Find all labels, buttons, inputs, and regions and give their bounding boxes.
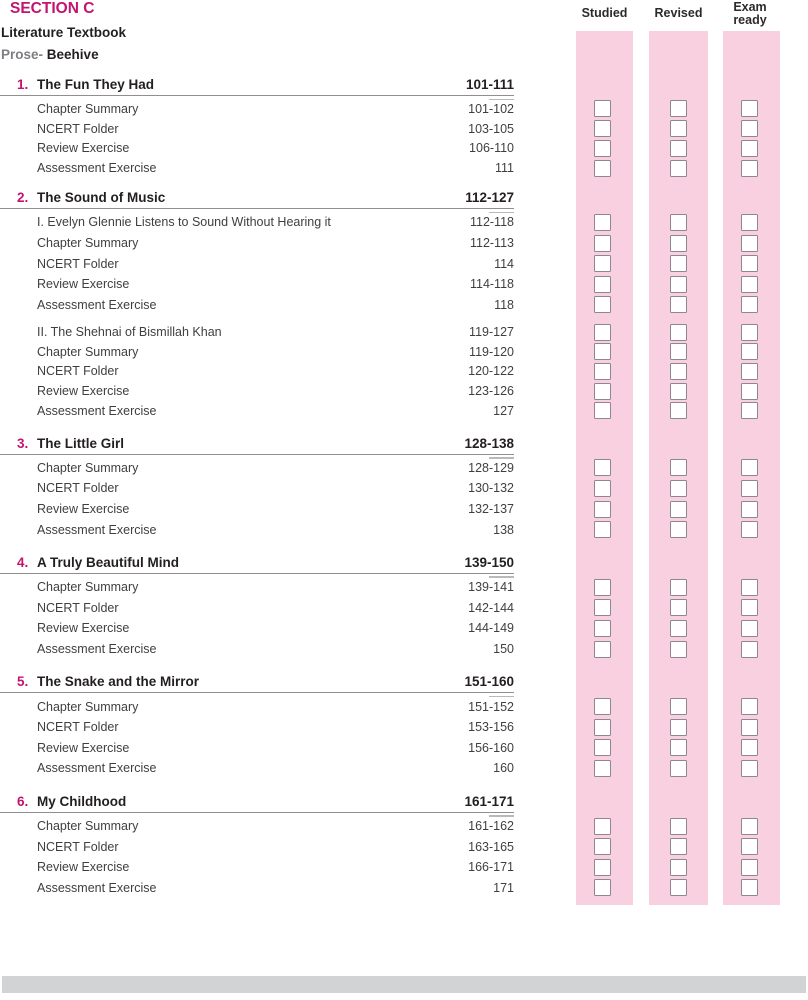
toc-item-row [0,696,808,717]
revised-checkbox[interactable] [670,402,687,419]
chapter-pages: 112-127 [0,187,514,208]
exam-ready-checkbox[interactable] [741,760,758,777]
toc-item-label: II. The Shehnai of Bismillah Khan [37,325,222,339]
revised-checkbox[interactable] [670,255,687,272]
revised-checkbox[interactable] [670,383,687,400]
revised-checkbox[interactable] [670,719,687,736]
studied-checkbox[interactable] [594,343,611,360]
section-heading: SECTION C [10,0,95,17]
exam-ready-checkbox[interactable] [741,120,758,137]
revised-checkbox[interactable] [670,698,687,715]
chapter-pages: 128-138 [0,433,514,454]
exam-ready-checkbox[interactable] [741,214,758,231]
chapter-pages: 161-171 [0,791,514,812]
toc-item-row [0,274,808,295]
revised-checkbox[interactable] [670,739,687,756]
exam-ready-checkbox[interactable] [741,276,758,293]
toc-item-pages: 132-137 [468,502,514,517]
toc-item-pages: 161-162 [468,819,514,834]
studied-checkbox[interactable] [594,255,611,272]
revised-checkbox[interactable] [670,363,687,380]
chapter-item-group [0,212,808,315]
exam-ready-checkbox[interactable] [741,100,758,117]
studied-checkbox[interactable] [594,818,611,835]
exam-ready-checkbox[interactable] [741,343,758,360]
revised-checkbox[interactable] [670,120,687,137]
toc-item-label: Assessment Exercise [37,761,157,776]
revised-column-header: Revised [654,6,703,20]
toc-item-pages: 151-152 [468,699,514,714]
exam-ready-checkbox[interactable] [741,620,758,637]
exam-ready-checkbox[interactable] [741,160,758,177]
studied-checkbox[interactable] [594,501,611,518]
toc-item-row [0,639,808,660]
toc-item-pages: 111 [494,161,514,176]
studied-checkbox[interactable] [594,459,611,476]
toc-item-row [0,738,808,759]
exam-ready-checkbox[interactable] [741,402,758,419]
toc-item-pages: 127 [493,403,514,418]
toc-item-label: Assessment Exercise [37,403,157,418]
revised-checkbox[interactable] [670,235,687,252]
exam-ready-checkbox[interactable] [741,324,758,341]
revised-checkbox[interactable] [670,140,687,157]
toc-item-pages: 130-132 [468,481,514,496]
toc-item-label: Assessment Exercise [37,522,157,537]
exam-ready-checkbox[interactable] [741,599,758,616]
toc-item-pages: 142-144 [468,600,514,615]
revised-checkbox[interactable] [670,276,687,293]
toc-item-row [0,618,808,639]
toc-item-pages: 160 [493,761,514,776]
toc-item-pages: 166-171 [468,860,514,875]
exam-ready-checkbox[interactable] [741,521,758,538]
toc-chapter [0,671,808,778]
studied-checkbox[interactable] [594,363,611,380]
revised-checkbox[interactable] [670,214,687,231]
chapter-title: The Little Girl [37,435,125,451]
chapter-header-row [0,187,514,209]
revised-checkbox[interactable] [670,879,687,896]
exam-ready-checkbox[interactable] [741,719,758,736]
toc-item-pages: 171 [493,880,514,895]
toc-item-pages: 106-110 [469,141,514,156]
chapter-item-group [0,322,808,420]
exam-ready-checkbox[interactable] [741,879,758,896]
toc-item-row [0,362,808,382]
toc-item-label: Chapter Summary [37,236,139,251]
exam-ready-checkbox[interactable] [741,579,758,596]
chapter-number: 6. [17,793,29,809]
chapter-header-row [0,671,514,693]
toc-item-row [0,381,808,401]
chapter-pages: 151-160 [0,671,514,692]
toc-item-pages: 163-165 [468,839,514,854]
toc-item-row [0,99,808,119]
revised-checkbox[interactable] [670,501,687,518]
toc-item-pages: 119-127 [469,325,514,339]
toc-item-row [0,158,808,178]
chapter-number: 5. [17,674,29,690]
toc-item-row [0,717,808,738]
revised-checkbox[interactable] [670,100,687,117]
exam-ready-checkbox[interactable] [741,255,758,272]
revised-checkbox[interactable] [670,459,687,476]
studied-checkbox[interactable] [594,235,611,252]
toc-item-row [0,577,808,598]
exam-ready-checkbox[interactable] [741,383,758,400]
studied-checkbox[interactable] [594,480,611,497]
exam-ready-checkbox[interactable] [741,698,758,715]
toc-item-label: Review Exercise [37,860,130,875]
toc-item-label: Chapter Summary [37,460,139,475]
category-label: Prose- [1,47,44,62]
toc-chapter [0,74,808,178]
toc-item-label: Review Exercise [37,621,130,636]
toc-item-label: NCERT Folder [37,481,119,496]
toc-item-label: Chapter Summary [37,344,139,359]
toc-item-label: Assessment Exercise [37,161,157,176]
toc-item-label: NCERT Folder [37,839,119,854]
exam-ready-checkbox[interactable] [741,459,758,476]
exam-ready-checkbox[interactable] [741,235,758,252]
toc-item-row [0,857,808,878]
toc-item-label: Assessment Exercise [37,880,157,895]
toc-item-label: Chapter Summary [37,101,139,116]
studied-checkbox[interactable] [594,521,611,538]
exam-ready-checkbox[interactable] [741,818,758,835]
studied-column-header: Studied [581,6,628,20]
revised-checkbox[interactable] [670,818,687,835]
toc-item-row [0,253,808,274]
chapter-title: A Truly Beautiful Mind [37,554,180,570]
toc-item-row [0,212,808,233]
toc-chapter [0,791,808,898]
exam-ready-checkbox[interactable] [741,140,758,157]
toc-item-label: NCERT Folder [37,364,119,379]
toc-item-pages: 138 [493,522,514,537]
exam-ready-checkbox[interactable] [741,363,758,380]
exam-ready-checkbox[interactable] [741,859,758,876]
toc-item-row [0,836,808,857]
toc-item-row [0,233,808,254]
studied-checkbox[interactable] [594,120,611,137]
toc-chapter [0,552,808,659]
toc-item-label: Review Exercise [37,277,130,292]
chapter-number: 1. [17,77,29,92]
chapter-item-group [0,458,808,540]
toc-item-row [0,878,808,899]
exam-ready-checkbox[interactable] [741,296,758,313]
toc-item-label: NCERT Folder [37,121,119,136]
studied-checkbox[interactable] [594,383,611,400]
chapter-item-group [0,99,808,178]
studied-checkbox[interactable] [594,276,611,293]
revised-checkbox[interactable] [670,521,687,538]
toc-chapter [0,187,808,420]
chapter-title: The Sound of Music [37,190,166,206]
toc-item-pages: 144-149 [468,621,514,636]
toc-item-row [0,519,808,540]
toc-item-label: Assessment Exercise [37,642,157,657]
studied-checkbox[interactable] [594,599,611,616]
exam-ready-checkbox[interactable] [741,641,758,658]
chapter-number: 4. [17,554,29,570]
toc-item-label: Chapter Summary [37,580,139,595]
toc-item-label: Chapter Summary [37,819,139,834]
toc-item-row [0,401,808,421]
toc-item-row [0,478,808,499]
table-of-contents [0,74,808,898]
chapter-header-row [0,791,514,813]
chapter-item-group [0,816,808,898]
toc-item-row [0,816,808,837]
revised-checkbox[interactable] [670,296,687,313]
toc-item-pages: 156-160 [468,740,514,755]
toc-item-label: Review Exercise [37,502,130,517]
revised-checkbox[interactable] [670,480,687,497]
toc-item-label: NCERT Folder [37,256,119,271]
studied-checkbox[interactable] [594,324,611,341]
revised-checkbox[interactable] [670,599,687,616]
studied-checkbox[interactable] [594,698,611,715]
book-title: Literature Textbook [1,25,127,40]
exam-ready-column-header: Exam ready [733,0,767,27]
toc-item-label: I. Evelyn Glennie Listens to Sound Without Hearing it [37,215,331,230]
toc-item-label: NCERT Folder [37,600,119,615]
toc-item-pages: 153-156 [468,720,514,735]
chapter-item-group [0,577,808,659]
toc-item-pages: 103-105 [468,121,514,136]
revised-checkbox[interactable] [670,760,687,777]
toc-item-label: Assessment Exercise [37,297,157,312]
category-value: Beehive [46,47,99,62]
toc-item-pages: 119-120 [469,344,514,359]
studied-checkbox[interactable] [594,579,611,596]
toc-chapter [0,433,808,540]
exam-ready-checkbox[interactable] [741,838,758,855]
studied-checkbox[interactable] [594,214,611,231]
revised-checkbox[interactable] [670,641,687,658]
toc-item-pages: 123-126 [468,384,514,399]
toc-item-pages: 101-102 [468,101,514,116]
toc-item-row [0,139,808,159]
studied-checkbox[interactable] [594,739,611,756]
studied-checkbox[interactable] [594,100,611,117]
revised-checkbox[interactable] [670,579,687,596]
chapter-title: My Childhood [37,793,127,809]
toc-item-row [0,342,808,362]
studied-checkbox[interactable] [594,879,611,896]
chapter-title: The Snake and the Mirror [37,674,200,690]
studied-checkbox[interactable] [594,160,611,177]
revised-checkbox[interactable] [670,343,687,360]
studied-checkbox[interactable] [594,760,611,777]
toc-item-row [0,758,808,779]
chapter-item-group [0,696,808,778]
chapter-number: 2. [17,190,29,206]
studied-checkbox[interactable] [594,859,611,876]
toc-item-label: Review Exercise [37,740,130,755]
exam-ready-checkbox[interactable] [741,501,758,518]
chapter-header-row [0,74,514,96]
toc-item-row [0,499,808,520]
chapter-pages: 139-150 [0,552,514,573]
chapter-number: 3. [17,435,29,451]
toc-item-row [0,295,808,316]
studied-checkbox[interactable] [594,140,611,157]
studied-checkbox[interactable] [594,296,611,313]
toc-item-pages: 150 [493,642,514,657]
toc-item-pages: 118 [494,297,514,312]
toc-item-row [0,598,808,619]
chapter-title: The Fun They Had [37,77,155,92]
revised-checkbox[interactable] [670,859,687,876]
revised-checkbox[interactable] [670,324,687,341]
category-line [1,47,99,62]
toc-item-pages: 112-118 [469,215,514,230]
toc-item-pages: 114-118 [469,277,514,292]
toc-item-label: NCERT Folder [37,720,119,735]
chapter-header-row [0,552,514,574]
exam-ready-checkbox[interactable] [741,480,758,497]
toc-item-pages: 139-141 [468,580,514,595]
toc-item-pages: 112-113 [469,236,514,251]
toc-item-label: Chapter Summary [37,699,139,714]
toc-item-row [0,119,808,139]
toc-item-label: Review Exercise [37,384,130,399]
studied-checkbox[interactable] [594,838,611,855]
studied-checkbox[interactable] [594,402,611,419]
revised-checkbox[interactable] [670,838,687,855]
chapter-header-row [0,433,514,455]
revised-checkbox[interactable] [670,160,687,177]
exam-ready-checkbox[interactable] [741,739,758,756]
studied-checkbox[interactable] [594,620,611,637]
bottom-bar [2,976,806,993]
toc-item-row [0,322,808,342]
toc-item-pages: 120-122 [468,364,514,379]
revised-checkbox[interactable] [670,620,687,637]
toc-item-row [0,458,808,479]
toc-item-pages: 128-129 [468,460,514,475]
toc-item-label: Review Exercise [37,141,130,156]
studied-checkbox[interactable] [594,641,611,658]
studied-checkbox[interactable] [594,719,611,736]
chapter-pages: 101-111 [0,74,514,95]
toc-item-pages: 114 [494,256,514,271]
